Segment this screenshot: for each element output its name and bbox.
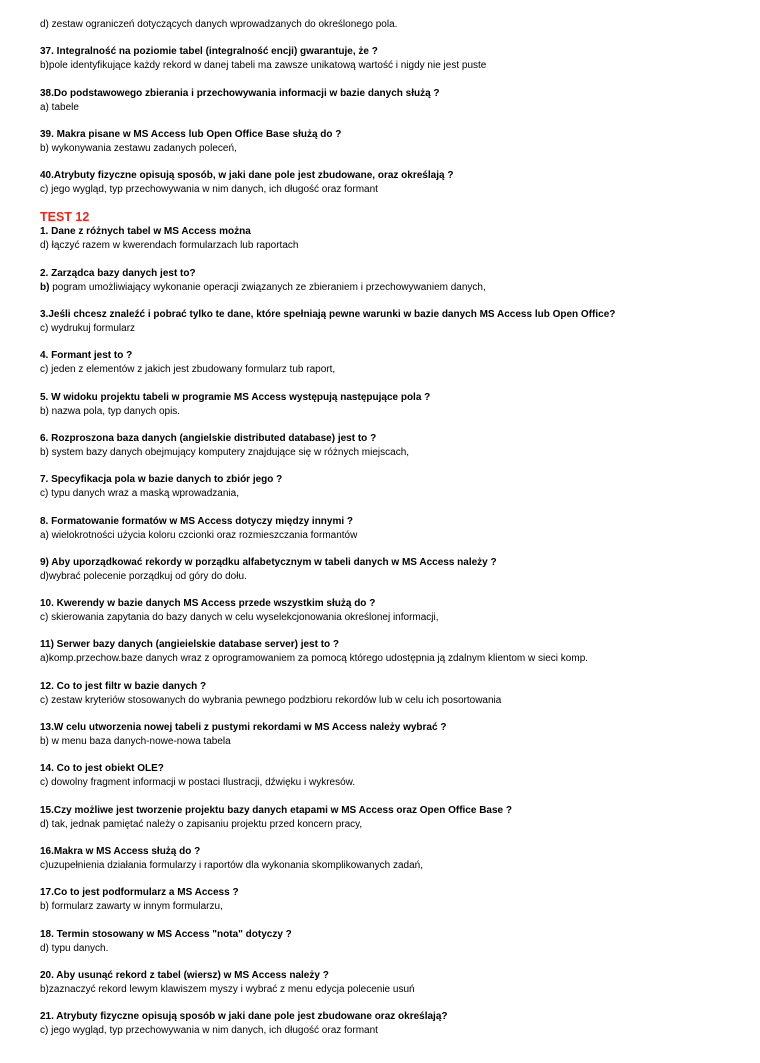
question-text: 17.Co to jest podformularz a MS Access ? bbox=[40, 887, 239, 899]
answer-text: b)zaznaczyć rekord lewym klawiszem myszy i wybrać z menu edycja polecenie usuń bbox=[40, 983, 415, 995]
answer-text: c) typu danych wraz a maską wprowadzania, bbox=[40, 488, 239, 500]
question-text: 2. Zarządca bazy danych jest to? bbox=[40, 267, 196, 279]
document-page bbox=[40, 18, 740, 1038]
question-text: 40.Atrybuty fizyczne opisują sposób, w jaki dane pole jest zbudowane, oraz określają ? bbox=[40, 170, 454, 182]
answer-text: d) tak, jednak pamiętać należy o zapisaniu projektu przed koncern pracy, bbox=[40, 818, 363, 830]
answer-text: d) zestaw ograniczeń dotyczących danych wprowadzanych do określonego pola. bbox=[40, 19, 398, 30]
answer-text: a)komp.przechow.baze danych wraz z oprogramowaniem za pomocą którego udostępnia ją zdalnym klientom w sieci komp. bbox=[40, 653, 589, 665]
question-text: 21. Atrybuty fizyczne opisują sposób w jaki dane pole jest zbudowane oraz określają? bbox=[40, 1011, 448, 1023]
answer-body: pogram umożliwiający wykonanie operacji związanych ze zbieraniem i przechowywaniem danych, bbox=[49, 281, 486, 293]
question-text: 39. Makra pisane w MS Access lub Open Office Base służą do ? bbox=[40, 128, 342, 140]
answer-text: a) wielokrotności użycia koloru czcionki oraz rozmieszczania formantów bbox=[40, 529, 358, 541]
answer-text: b) wykonywania zestawu zadanych poleceń, bbox=[40, 142, 237, 154]
answer-text: d) typu danych. bbox=[40, 942, 109, 954]
answer-text: b)pole identyfikujące każdy rekord w danej tabeli ma zawsze unikatową wartość i nigdy nie jest puste bbox=[40, 60, 487, 72]
answer-prefix: b) bbox=[40, 281, 50, 293]
question-text: 9) Aby uporządkować rekordy w porządku alfabetycznym w tabeli danych w MS Access należy ? bbox=[40, 556, 497, 568]
answer-text: c) jego wygląd, typ przechowywania w nim danych, ich długość oraz formant bbox=[40, 184, 378, 196]
question-text: 37. Integralność na poziomie tabel (integralność encji) gwarantuje, że ? bbox=[40, 46, 378, 58]
answer-text: c) skierowania zapytania do bazy danych w celu wyselekcjonowania określonej informacji, bbox=[40, 612, 439, 624]
question-text: 13.W celu utworzenia nowej tabeli z pustymi rekordami w MS Access należy wybrać ? bbox=[40, 722, 447, 734]
answer-text: b) system bazy danych obejmujący komputery znajdujące się w różnych miejscach, bbox=[40, 446, 410, 458]
question-text: 38.Do podstawowego zbierania i przechowywania informacji w bazie danych służą ? bbox=[40, 87, 440, 99]
answer-text: b) w menu baza danych-nowe-nowa tabela bbox=[40, 736, 231, 748]
question-text: 6. Rozproszona baza danych (angielskie distributed database) jest to ? bbox=[40, 432, 377, 444]
question-text: 20. Aby usunąć rekord z tabel (wiersz) w MS Access należy ? bbox=[40, 969, 329, 981]
answer-text: d)wybrać polecenie porządkuj od góry do dołu. bbox=[40, 570, 247, 582]
test-heading: TEST 12 bbox=[40, 210, 90, 225]
answer-text: c) dowolny fragment informacji w postaci Ilustracji, dźwięku i wykresów. bbox=[40, 777, 356, 789]
answer-text: d) łączyć razem w kwerendach formularzach lub raportach bbox=[40, 240, 299, 252]
answer-text: b) nazwa pola, typ danych opis. bbox=[40, 405, 181, 417]
question-text: 15.Czy możliwe jest tworzenie projektu bazy danych etapami w MS Access oraz Open Office Base ? bbox=[40, 804, 512, 816]
question-text: 3.Jeśli chcesz znaleźć i pobrać tylko te dane, które spełniają pewne warunki w bazie danych MS Access lub Open Office? bbox=[40, 309, 616, 321]
question-text: 16.Makra w MS Access służą do ? bbox=[40, 845, 201, 857]
answer-text: c) zestaw kryteriów stosowanych do wybrania pewnego podzbioru rekordów lub w celu ich posortowania bbox=[40, 694, 502, 706]
question-text: 8. Formatowanie formatów w MS Access dotyczy między innymi ? bbox=[40, 515, 354, 527]
answer-text: b) formularz zawarty w innym formularzu, bbox=[40, 901, 223, 913]
answer-text: a) tabele bbox=[40, 101, 79, 113]
question-text: 12. Co to jest filtr w bazie danych ? bbox=[40, 680, 207, 692]
question-text: 7. Specyfikacja pola w bazie danych to zbiór jego ? bbox=[40, 474, 283, 486]
answer-text: c) jeden z elementów z jakich jest zbudowany formularz tub raport, bbox=[40, 364, 336, 376]
answer-text bbox=[40, 281, 740, 295]
question-text: 5. W widoku projektu tabeli w programie MS Access występują następujące pola ? bbox=[40, 391, 431, 403]
answer-text: c) wydrukuj formularz bbox=[40, 323, 136, 335]
answer-text: c) jego wygląd, typ przechowywania w nim danych, ich długość oraz formant bbox=[40, 1025, 378, 1037]
question-text: 11) Serwer bazy danych (angieielskie database server) jest to ? bbox=[40, 639, 340, 651]
question-text: 4. Formant jest to ? bbox=[40, 350, 133, 362]
question-text: 10. Kwerendy w bazie danych MS Access przede wszystkim służą do ? bbox=[40, 598, 376, 610]
answer-text: c)uzupełnienia działania formularzy i raportów dla wykonania skomplikowanych zadań, bbox=[40, 859, 423, 871]
question-text: 1. Dane z różnych tabel w MS Access można bbox=[40, 226, 251, 238]
question-text: 14. Co to jest obiekt OLE? bbox=[40, 763, 164, 775]
question-text: 18. Termin stosowany w MS Access "nota" dotyczy ? bbox=[40, 928, 292, 940]
